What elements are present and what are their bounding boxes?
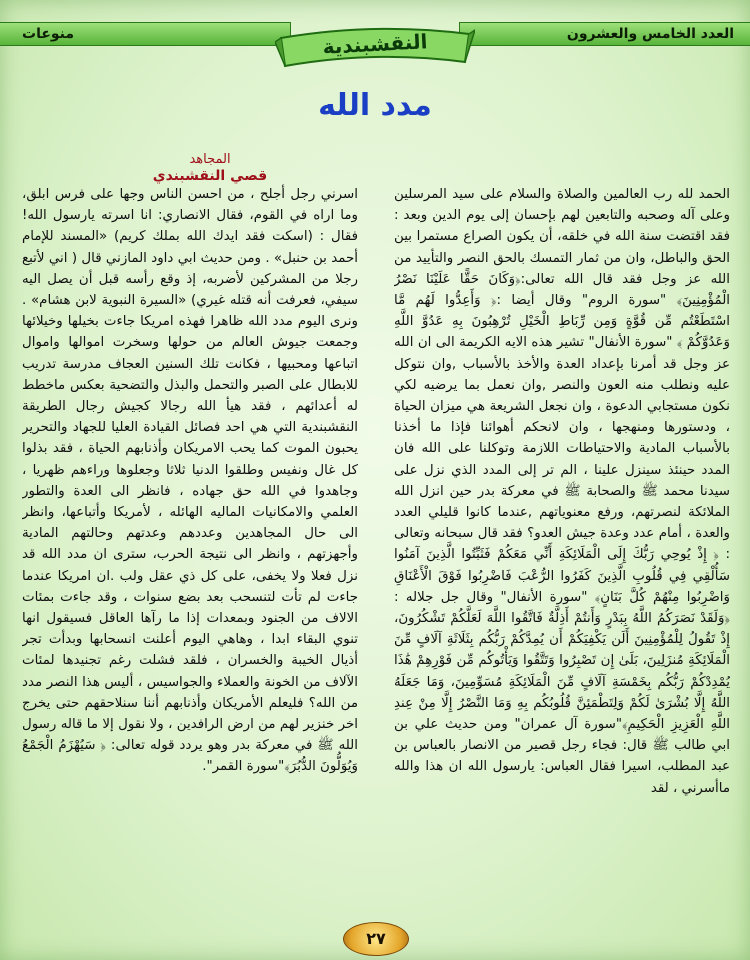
page-number: ٢٧ — [343, 922, 409, 956]
article-column-right — [394, 184, 730, 914]
column-left-text: اسرني رجل أجلح ، من احسن الناس وجها على فرس ابلق، وما اراه في القوم، فقال الانصاري: انا اسرته يارسول الله! فقال : (اسكت فقد ايدك الله بملك كريم) «المسند للإمام أحمد بن حنبل» . ومن حديث ابي داود المازني قال ( اني لأتبع رجلا من المشركين لأضربه، إذ وقع رأسه قبل أن يصل اليه سيفي، فعرفت أنه قتله غيري) «السيرة النبوية لابن هشام» . ونرى اليوم مدد الله ظاهرا فهذه امريكا جاءت بخيلها وخيلائها وجمعت جيوش العالم من حولها وسخرت اموالها واموال اتباعها ومحبيها ، فكانت تلك السنين العجاف مدرسة تدريب للابطال على الصبر والتحمل والبذل والتضحية بعكس ماخطط له أعدائهم ، فقد هيأ الله رجالا كجيش رجال الطريقة النقشبندية التي هي احد فصائل القيادة العليا للجهاد والتحرير يحبون الموت كما يحب الامريكان وأذنابهم الحياة ، فقد بذلوا كل غال ونفيس وطلقوا الدنيا ثلاثا وجعلوها وراءهم ظهريا ، وجاهدوا في الله حق جهاده ، فانظر الى العدة والتطور العلمي والامكانيات الماليه الهائله ، لأمريكا وأتباعها، وانظر الى حال المجاهدين وعددهم وعدتهم وحالتهم المادية وأجهزتهم ، وانظر الى نتيجة الحرب، سترى ان مدد الله قد نزل فعلا ولا يخفى، على كل ذي عقل ولب .ان امريكا عندما جاءت لم تأت لتنسحب بعد بضع سنوات ، وقد جاءت بمئات الالاف من الجنود وبمعدات إذا ما رآها العاقل فسيقول انها تنوي البقاء ابدا ، وهاهي اليوم أعلنت انسحابها وبدأت تجر أذيال الخيبة والخسران ، فلقد فشلت رغم تجنيدها لمئات الآلاف من الخونة والعملاء والجواسيس ، أليس هذا النصر مدد من الله؟ فليعلم الأمريكان وأذنابهم أننا سنلاحقهم حتى يخرج اخر خنزير لهم من ارض الرافدين ، ولا نقول إلا ما قاله رسول الله ﷺ في معركة بدر وهو يردد قوله تعالى: ﴿ سَيُهْزَمُ الْجَمْعُ وَيُوَلُّونَ الدُّبُرَ﴾"سورة القمر". — [22, 187, 358, 775]
header-ribbon-left — [0, 22, 291, 46]
issue-label: العدد الخامس والعشرون — [566, 26, 734, 42]
article-column-left — [22, 184, 358, 914]
header-bar — [0, 18, 750, 59]
author-role: المجاهد — [189, 152, 231, 167]
author-byline — [150, 152, 270, 184]
header-ribbon-right — [459, 22, 750, 46]
article-title: مدد الله — [318, 88, 432, 123]
author-name: قصي النقشبندي — [152, 168, 268, 184]
banner-text: النقشبندية — [322, 29, 428, 59]
banner-scroll — [275, 20, 475, 72]
section-label: منوعات — [22, 26, 75, 42]
column-right-text: الحمد لله رب العالمين والصلاة والسلام على سيد المرسلين وعلى آله وصحبه والتابعين لهم بإحسان إلى يوم الدين وبعد : فقد اقتضت سنة الله في خلقه، أن يكون الصراع مستمرا بين الحق والباطل، وان من ثمار التمسك بالحق النصر والتأييد من الله عز وجل فقد قال الله تعالى:﴿وَكَانَ حَقًّا عَلَيْنَا نَصْرُ الْمُؤْمِنِينَ﴾ "سورة الروم" وقال أيضا :﴿ وَأَعِدُّوا لَهُم مَّا اسْتَطَعْتُم مِّن قُوَّةٍ وَمِن رِّبَاطِ الْخَيْلِ تُرْهِبُونَ بِهِ عَدُوَّ اللَّهِ وَعَدُوَّكُمْ ﴾ "سورة الأنفال" تشير هذه الايه الكريمة الى ان الله عز وجل قد أمرنا بإعداد العدة والأخذ بالأسباب ,وان نتوكل عليه ونطلب منه العون والنصر ,وان نعمل بما يرضيه لكي نكون مستجابي الدعوة ، وان نجعل الشريعة هي ميزان الحياة ، ودستورها ومنهجها ، وان لانحكم أهوائنا فإذا ما أخذنا بالأسباب المادية والاحتياطات اللازمة وتوكلنا على الله فان المدد حينئذ سينزل علينا ، الم تر إلى المدد الذي نزل على سيدنا محمد ﷺ والصحابة ﷺ في معركة بدر حين انزل الله الملائكة لنصرتهم، ورفع معنوياتهم ,عندما كانوا قليلي العدد والعدة ، أمام عدد وعدة جيش العدو؟ فقد قال سبحانه وتعالى : ﴿ إِذْ يُوحِي رَبُّكَ إِلَى الْمَلَائِكَةِ أَنِّي مَعَكُمْ فَثَبِّتُوا الَّذِينَ آمَنُوا سَأُلْقِي فِي قُلُوبِ الَّذِينَ كَفَرُوا الرُّعْبَ فَاضْرِبُوا فَوْقَ الْأَعْنَاقِ وَاضْرِبُوا مِنْهُمْ كُلَّ بَنَانٍ﴾ "سورة الأنفال" وقال جل جلاله : ﴿وَلَقَدْ نَصَرَكُمُ اللَّهُ بِبَدْرٍ وَأَنتُمْ أَذِلَّةٌ فَاتَّقُوا اللَّهَ لَعَلَّكُمْ تَشْكُرُونَ، إِذْ تَقُولُ لِلْمُؤْمِنِينَ أَلَن يَكْفِيَكُمْ أَن يُمِدَّكُمْ رَبُّكُم بِثَلَاثَةِ آلَافٍ مِّنَ الْمَلَائِكَةِ مُنزَلِينَ، بَلَىٰ إِن تَصْبِرُوا وَتَتَّقُوا وَيَأْتُوكُم مِّن فَوْرِهِمْ هَٰذَا يُمْدِدْكُمْ رَبُّكُم بِخَمْسَةِ آلَافٍ مِّنَ الْمَلَائِكَةِ مُسَوِّمِينَ، وَمَا جَعَلَهُ اللَّهُ إِلَّا بُشْرَىٰ لَكُمْ وَلِتَطْمَئِنَّ قُلُوبُكُم بِهِ وَمَا النَّصْرُ إِلَّا مِنْ عِندِ اللَّهِ الْعَزِيزِ الْحَكِيمِ﴾"سورة آل عمران" ومن حديث علي بن ابي طالب ﷺ قال: فجاء رجل قصير من الانصار بالعباس بن عبد المطلب، اسيرا فقال العباس: يارسول الله ان هذا والله ماأسرني ، لقد — [394, 187, 730, 796]
